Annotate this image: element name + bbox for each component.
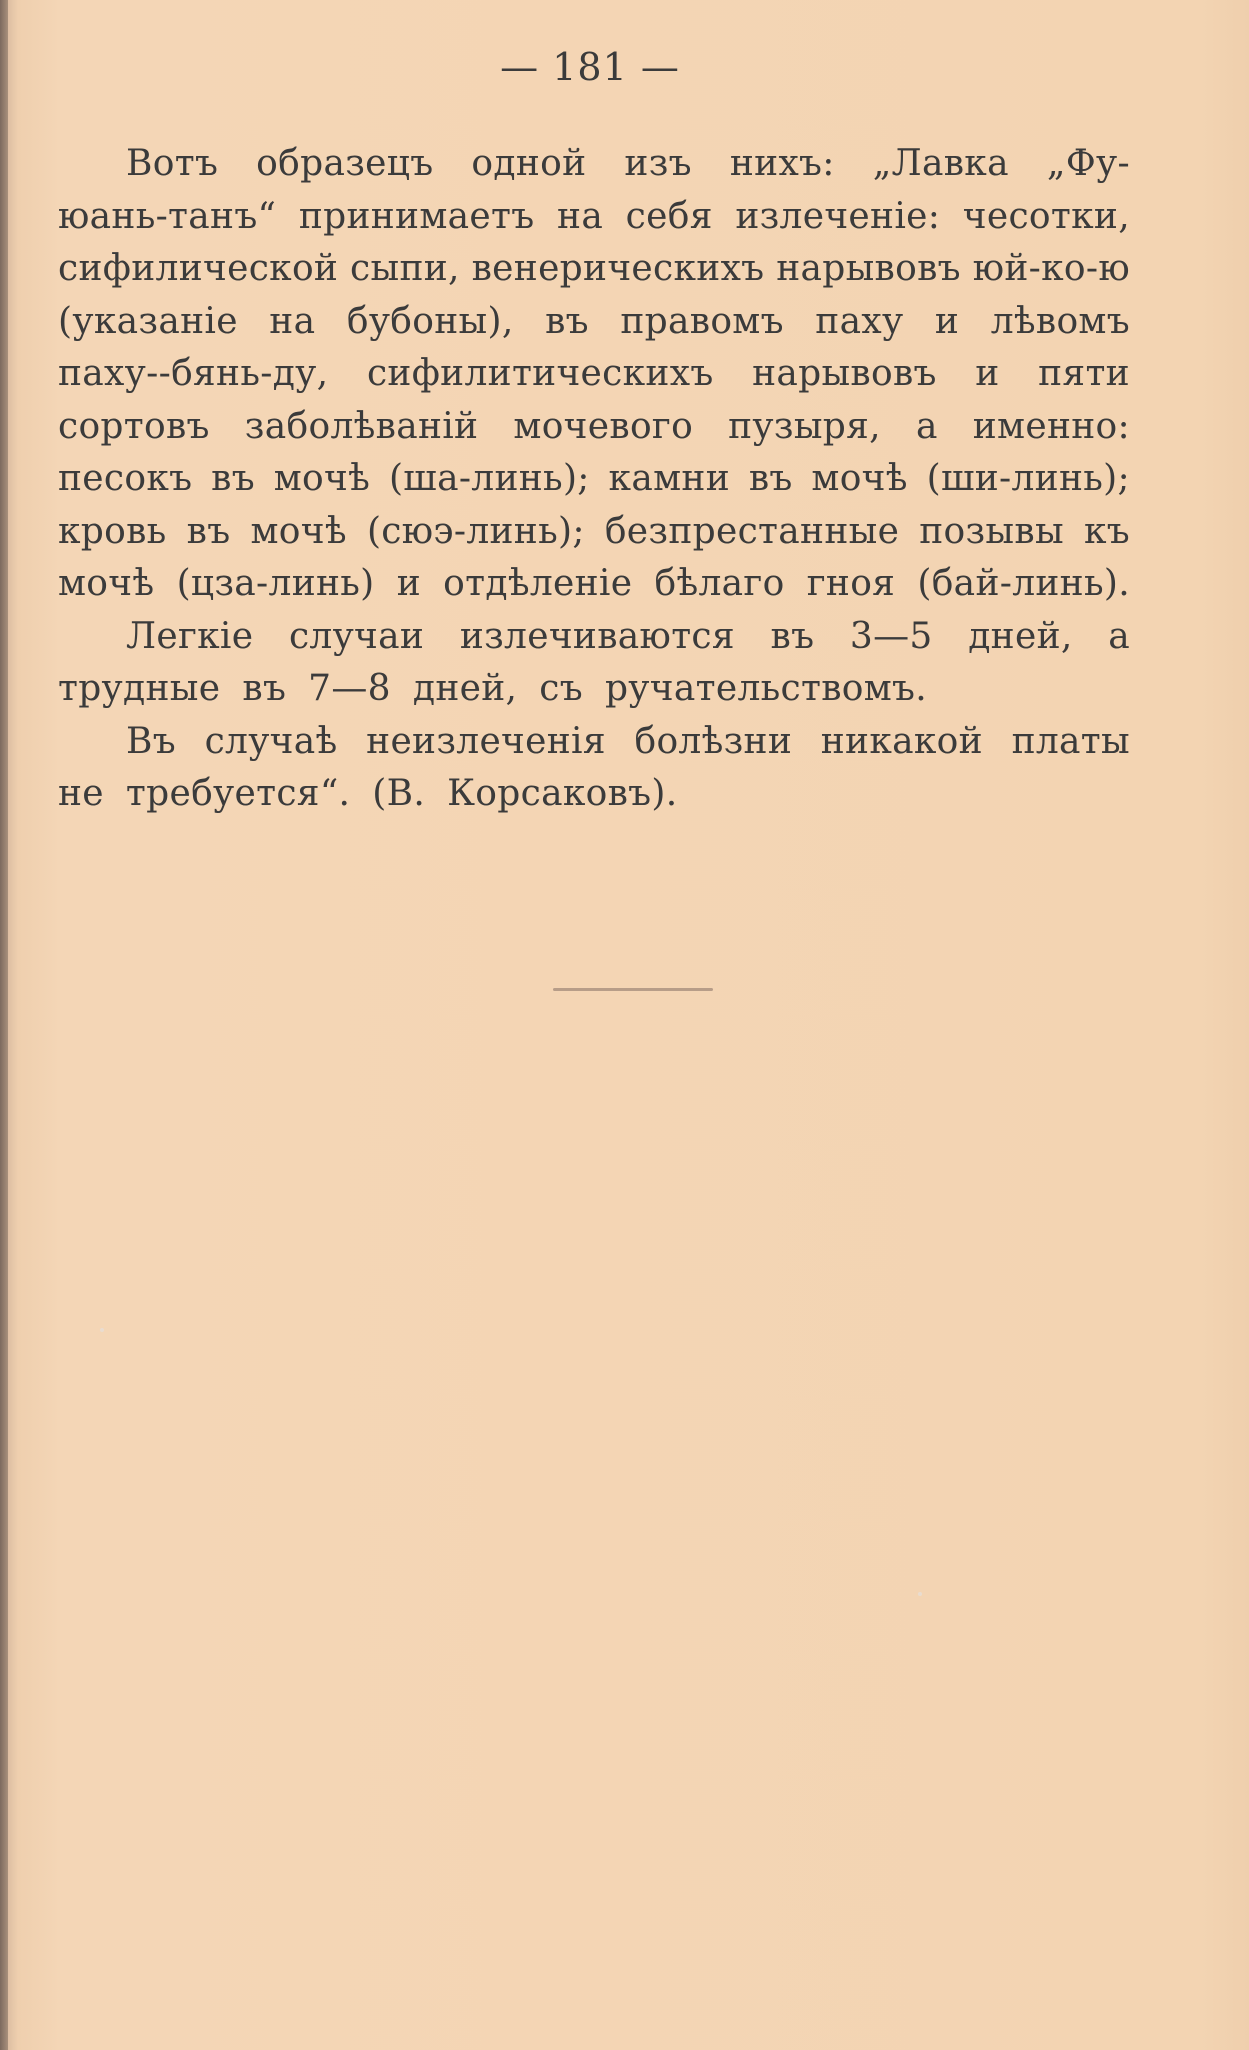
text-word: дней, (968, 615, 1073, 657)
text-word: камни (608, 458, 730, 499)
text-word: пузыря, (728, 405, 881, 447)
text-word: въ (186, 510, 231, 552)
text-word: 7—8 (308, 668, 391, 709)
text-word: и (975, 353, 1000, 394)
text-word: а (1108, 615, 1130, 657)
text-word: въ (748, 458, 793, 499)
text-word: (ша-линь); (388, 458, 590, 499)
text-word: не (58, 773, 104, 814)
text-line (58, 348, 1130, 401)
text-word: заболѣваній (244, 405, 479, 447)
text-word: мочѣ (273, 458, 371, 499)
text-word: изъ (624, 143, 692, 184)
paper-speck (100, 1328, 104, 1332)
text-word: и (934, 300, 960, 342)
text-word: платы (1011, 720, 1130, 762)
text-line (58, 453, 1130, 506)
page-number: — 181 — (500, 45, 680, 89)
text-word: мочѣ (811, 458, 908, 499)
text-word: бѣлаго (654, 563, 785, 604)
text-word: излеченіе: (735, 195, 941, 237)
text-word: требуется“. (125, 773, 351, 814)
text-word: образецъ (256, 143, 434, 184)
text-word: мочѣ (250, 510, 347, 552)
text-word: сифилической (58, 248, 339, 289)
text-word: и (396, 563, 421, 604)
text-word: никакой (820, 720, 983, 762)
text-word: паху (815, 300, 904, 342)
text-line (58, 611, 1130, 664)
text-line (58, 191, 1130, 244)
text-word: а (915, 405, 938, 447)
text-word: въ (545, 300, 589, 342)
text-word: случаѣ (204, 720, 338, 762)
text-word: 3—5 (849, 615, 933, 657)
text-word: съ (539, 668, 583, 709)
text-word: мочевого (513, 405, 694, 447)
text-line (58, 401, 1130, 454)
text-word: юй-ко-ю (972, 248, 1130, 289)
text-word: лѣвомъ (990, 300, 1130, 342)
text-line (58, 506, 1130, 559)
text-line (58, 768, 1130, 821)
text-word: сыпи, (350, 248, 460, 289)
paper-speck (918, 1592, 922, 1596)
text-line (58, 663, 1130, 716)
text-word: излечиваются (459, 615, 735, 657)
text-word: мочѣ (58, 563, 155, 604)
text-word: сифилитическихъ (366, 353, 714, 394)
text-word: венерическихъ (471, 248, 765, 289)
text-word: именно: (972, 405, 1130, 447)
text-word: въ (242, 668, 287, 709)
text-word: Въ (126, 720, 176, 762)
text-word: дней, (412, 668, 518, 709)
text-word: (сюэ-линь); (366, 510, 585, 552)
text-word: неизлеченія (366, 720, 606, 762)
text-word: позывы (919, 510, 1064, 552)
text-word: Корсаковъ). (447, 773, 678, 814)
text-word: правомъ (620, 300, 784, 342)
section-end-rule (553, 988, 713, 991)
text-word: (В. (372, 773, 426, 814)
text-word: ручательствомъ. (604, 668, 928, 709)
text-word: „Фу- (1046, 143, 1130, 184)
book-spine-edge (0, 0, 8, 2050)
text-word: Легкіе (126, 615, 254, 657)
text-line (58, 296, 1130, 349)
text-word: себя (625, 195, 713, 237)
text-word: пяти (1038, 353, 1130, 394)
text-word: (ши-линь); (926, 458, 1130, 499)
text-word: Вотъ (126, 143, 219, 184)
text-line (58, 243, 1130, 296)
text-word: бубоны), (346, 300, 514, 342)
text-word: юань-танъ“ (58, 195, 277, 237)
text-word: одной (471, 143, 587, 184)
text-word: паху--бянь-ду, (58, 353, 329, 394)
text-line (58, 558, 1130, 611)
text-line (58, 716, 1130, 769)
text-word: принимаетъ (298, 195, 535, 237)
text-line (58, 138, 1130, 191)
text-word: чесотки, (962, 195, 1130, 237)
text-word: нарывовъ (752, 353, 937, 394)
text-word: на (269, 300, 316, 342)
text-word: сортовъ (58, 405, 210, 447)
text-word: (бай-линь). (917, 563, 1130, 604)
text-word: нихъ: (729, 143, 835, 184)
text-word: (указаніе (58, 300, 238, 342)
text-word: случаи (288, 615, 425, 657)
text-word: кровь (58, 510, 167, 552)
text-word: отдѣленіе (443, 563, 633, 604)
text-word: въ (211, 458, 255, 499)
text-word: „Лавка (872, 143, 1009, 184)
text-word: безпрестанные (604, 510, 900, 552)
text-word: песокъ (58, 458, 193, 499)
text-word: въ (770, 615, 815, 657)
text-word: трудные (58, 668, 221, 709)
text-word: къ (1083, 510, 1130, 552)
text-word: (цза-линь) (176, 563, 375, 604)
text-word: на (557, 195, 604, 237)
text-word: гноя (806, 563, 896, 604)
text-word: нарывовъ (776, 248, 961, 289)
body-text (58, 138, 1130, 821)
text-word: болѣзни (634, 720, 793, 762)
